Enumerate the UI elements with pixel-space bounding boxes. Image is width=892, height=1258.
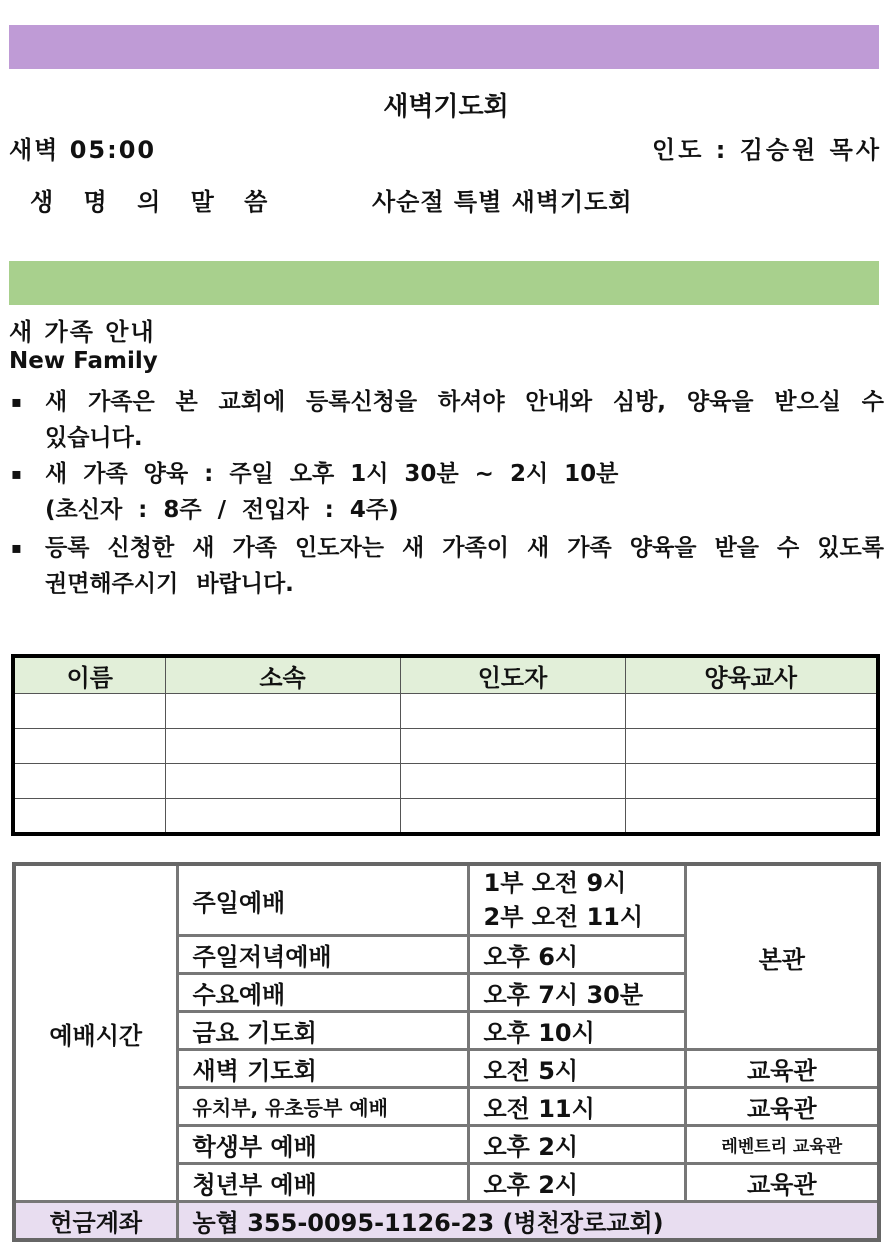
header-affiliation: 소속 — [165, 656, 400, 694]
offering-account: 농협 355-0095-1126-23 (병천장로교회) — [177, 1202, 879, 1241]
service-time: 오전 11시 — [468, 1088, 685, 1126]
word-of-life-label: 생 명 의 말 씀 — [30, 188, 272, 216]
bullet-square-icon: ▪ — [11, 392, 22, 411]
service-name: 학생부 예배 — [177, 1126, 468, 1164]
service-name: 새벽 기도회 — [177, 1050, 468, 1088]
word-of-life-title: 사순절 특별 새벽기도회 — [372, 188, 633, 216]
service-name: 금요 기도회 — [177, 1012, 468, 1050]
table-row — [13, 764, 878, 799]
service-name: 수요예배 — [177, 974, 468, 1012]
new-family-bullet — [9, 384, 884, 456]
service-time-first: 1부 오전 9시 — [483, 869, 627, 897]
section-header-band-green — [9, 261, 879, 305]
header-teacher: 양육교사 — [625, 656, 878, 694]
offering-row — [14, 1202, 879, 1241]
service-row — [14, 864, 879, 936]
bullet-square-icon: ▪ — [11, 464, 22, 483]
service-time: 오후 7시 30분 — [468, 974, 685, 1012]
service-times-label: 예배시간 — [14, 864, 177, 1202]
service-place: 교육관 — [685, 1164, 879, 1202]
service-time: 오전 5시 — [468, 1050, 685, 1088]
service-place: 교육관 — [685, 1088, 879, 1126]
new-family-subtitle: New Family — [9, 348, 158, 374]
service-name: 청년부 예배 — [177, 1164, 468, 1202]
offering-label: 헌금계좌 — [14, 1202, 177, 1241]
service-place-main: 본관 — [685, 864, 879, 1050]
table-row — [13, 729, 878, 764]
new-family-bullet — [9, 456, 884, 528]
table-header-row — [13, 656, 878, 694]
service-name: 주일저녁예배 — [177, 936, 468, 974]
table-row — [13, 694, 878, 729]
service-time: 오후 6시 — [468, 936, 685, 974]
table-row — [13, 799, 878, 834]
service-time — [468, 864, 685, 936]
header-guide: 인도자 — [400, 656, 625, 694]
service-place: 교육관 — [685, 1050, 879, 1088]
service-time: 오후 10시 — [468, 1012, 685, 1050]
service-time-second: 2부 오전 11시 — [483, 903, 644, 931]
bullet-text: 새 가족은 본 교회에 등록신청을 하셔야 안내와 심방, 양육을 받으실 수 있습니다. — [45, 389, 884, 451]
service-place: 레벤트리 교육관 — [685, 1126, 879, 1164]
header-name: 이름 — [13, 656, 165, 694]
dawn-prayer-time: 새벽 05:00 — [9, 136, 157, 164]
service-name: 유치부, 유초등부 예배 — [177, 1088, 468, 1126]
service-times-table — [12, 862, 881, 1242]
dawn-prayer-leader: 인도 : 김승원 목사 — [652, 136, 882, 164]
bullet-square-icon: ▪ — [11, 538, 22, 557]
new-family-title: 새 가족 안내 — [9, 318, 156, 346]
bullet-text: 등록 신청한 새 가족 인도자는 새 가족이 새 가족 양육을 받을 수 있도록 권면해주시기 바랍니다. — [45, 535, 884, 597]
section-header-band-purple — [9, 25, 879, 69]
new-family-table — [11, 654, 880, 836]
service-time: 오후 2시 — [468, 1126, 685, 1164]
service-name: 주일예배 — [177, 864, 468, 936]
dawn-prayer-title: 새벽기도회 — [383, 92, 509, 122]
bullet-text: 새 가족 양육 : 주일 오후 1시 30분 ~ 2시 10분 — [45, 461, 619, 487]
bullet-text-note: (초신자 : 8주 / 전입자 : 4주) — [45, 497, 399, 523]
service-time: 오후 2시 — [468, 1164, 685, 1202]
new-family-bullet — [9, 530, 884, 602]
